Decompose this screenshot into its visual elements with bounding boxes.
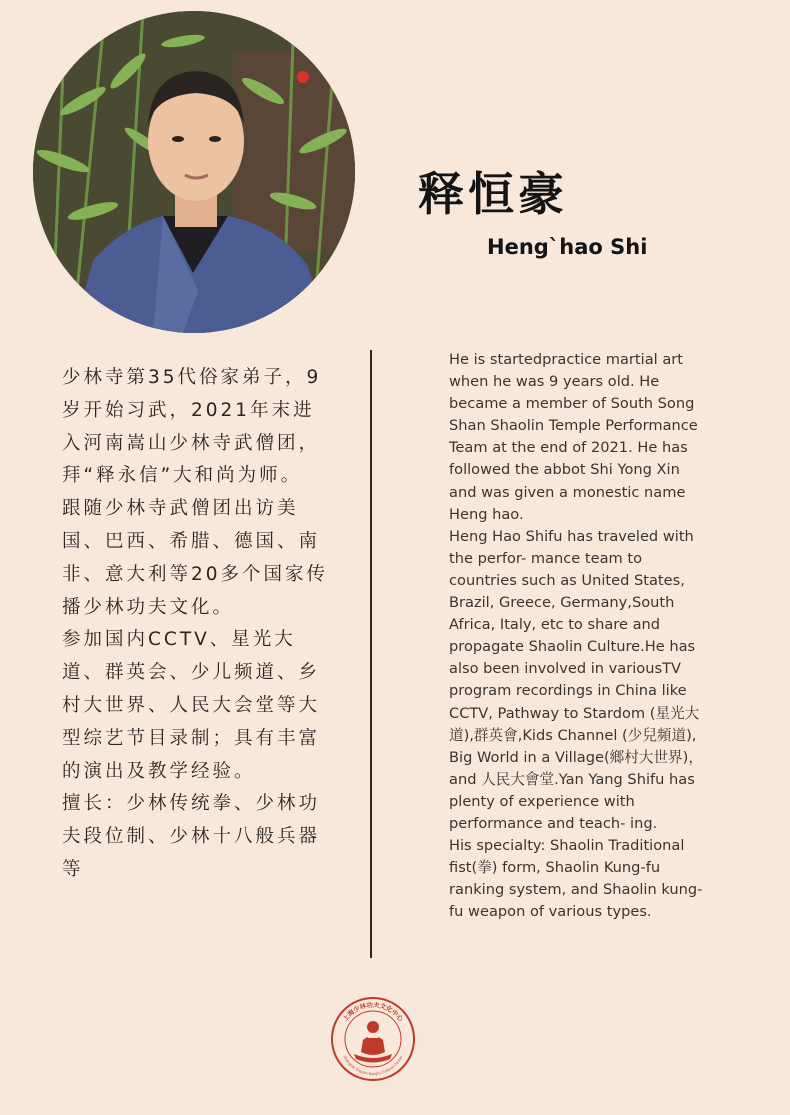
logo-text-bottom: Shanghai Shaolin Kungfu Cultural Center (342, 1055, 404, 1077)
bio-cn-paragraph: 少林寺第35代俗家弟子，9岁开始习武，2021年末进入河南嵩山少林寺武僧团，拜“释永信”大和尚为师。 (62, 367, 322, 487)
bio-cn-paragraph: 擅长：少林传统拳、少林功夫段位制、少林十八般兵器等 (62, 793, 321, 880)
bio-en-paragraph: His specialty: Shaolin Traditional fist(拳) form, Shaolin Kung-fu ranking system, and Shaolin kung-fu weapon of various types. (449, 837, 703, 921)
profile-photo (33, 11, 355, 333)
bio-cn-paragraph: 跟随少林寺武僧团出访美国、巴西、希腊、德国、南非、意大利等20多个国家传播少林功夫文化。 (62, 498, 329, 618)
name-english: Heng`hao Shi (487, 235, 648, 259)
portrait-illustration (33, 11, 355, 333)
seal-logo-icon (330, 996, 416, 1082)
name-chinese: 释恒豪 (418, 167, 568, 221)
bio-cn-paragraph: 参加国内CCTV、星光大道、群英会、少儿频道、乡村大世界、人民大会堂等大型综艺节目录制；具有丰富的演出及教学经验。 (62, 629, 321, 782)
svg-text:上海少林功夫文化中心 (340, 1000, 405, 1024)
logo-text-top: 上海少林功夫文化中心 (341, 1000, 405, 1023)
bio-en-paragraph: Heng Hao Shifu has traveled with the perfor- mance team to countries such as United States, Brazil, Greece, Germany,South Africa, Italy, etc to share and propagate Shaolin Culture.He has also been involved in variousTV program recordings in China like CCTV, Pathway to Stardom (星光大道),群英會,Kids Channel (少兒頻道), Big World in a Village(鄉村大世界)，and 人民大會堂.Yan Yang Shifu has plenty of experience with performance and teach- ing. (449, 527, 703, 832)
bio-en-paragraph: He is startedpractice martial art when he was 9 years old. He became a member of South Song Shan Shaolin Temple Performance Team at the end of 2021. He has followed the abbot Shi Yong Xin and was given a monestic name Heng hao. (449, 351, 698, 523)
column-divider (370, 350, 372, 958)
bio-chinese (62, 362, 332, 887)
bio-english (449, 349, 711, 923)
